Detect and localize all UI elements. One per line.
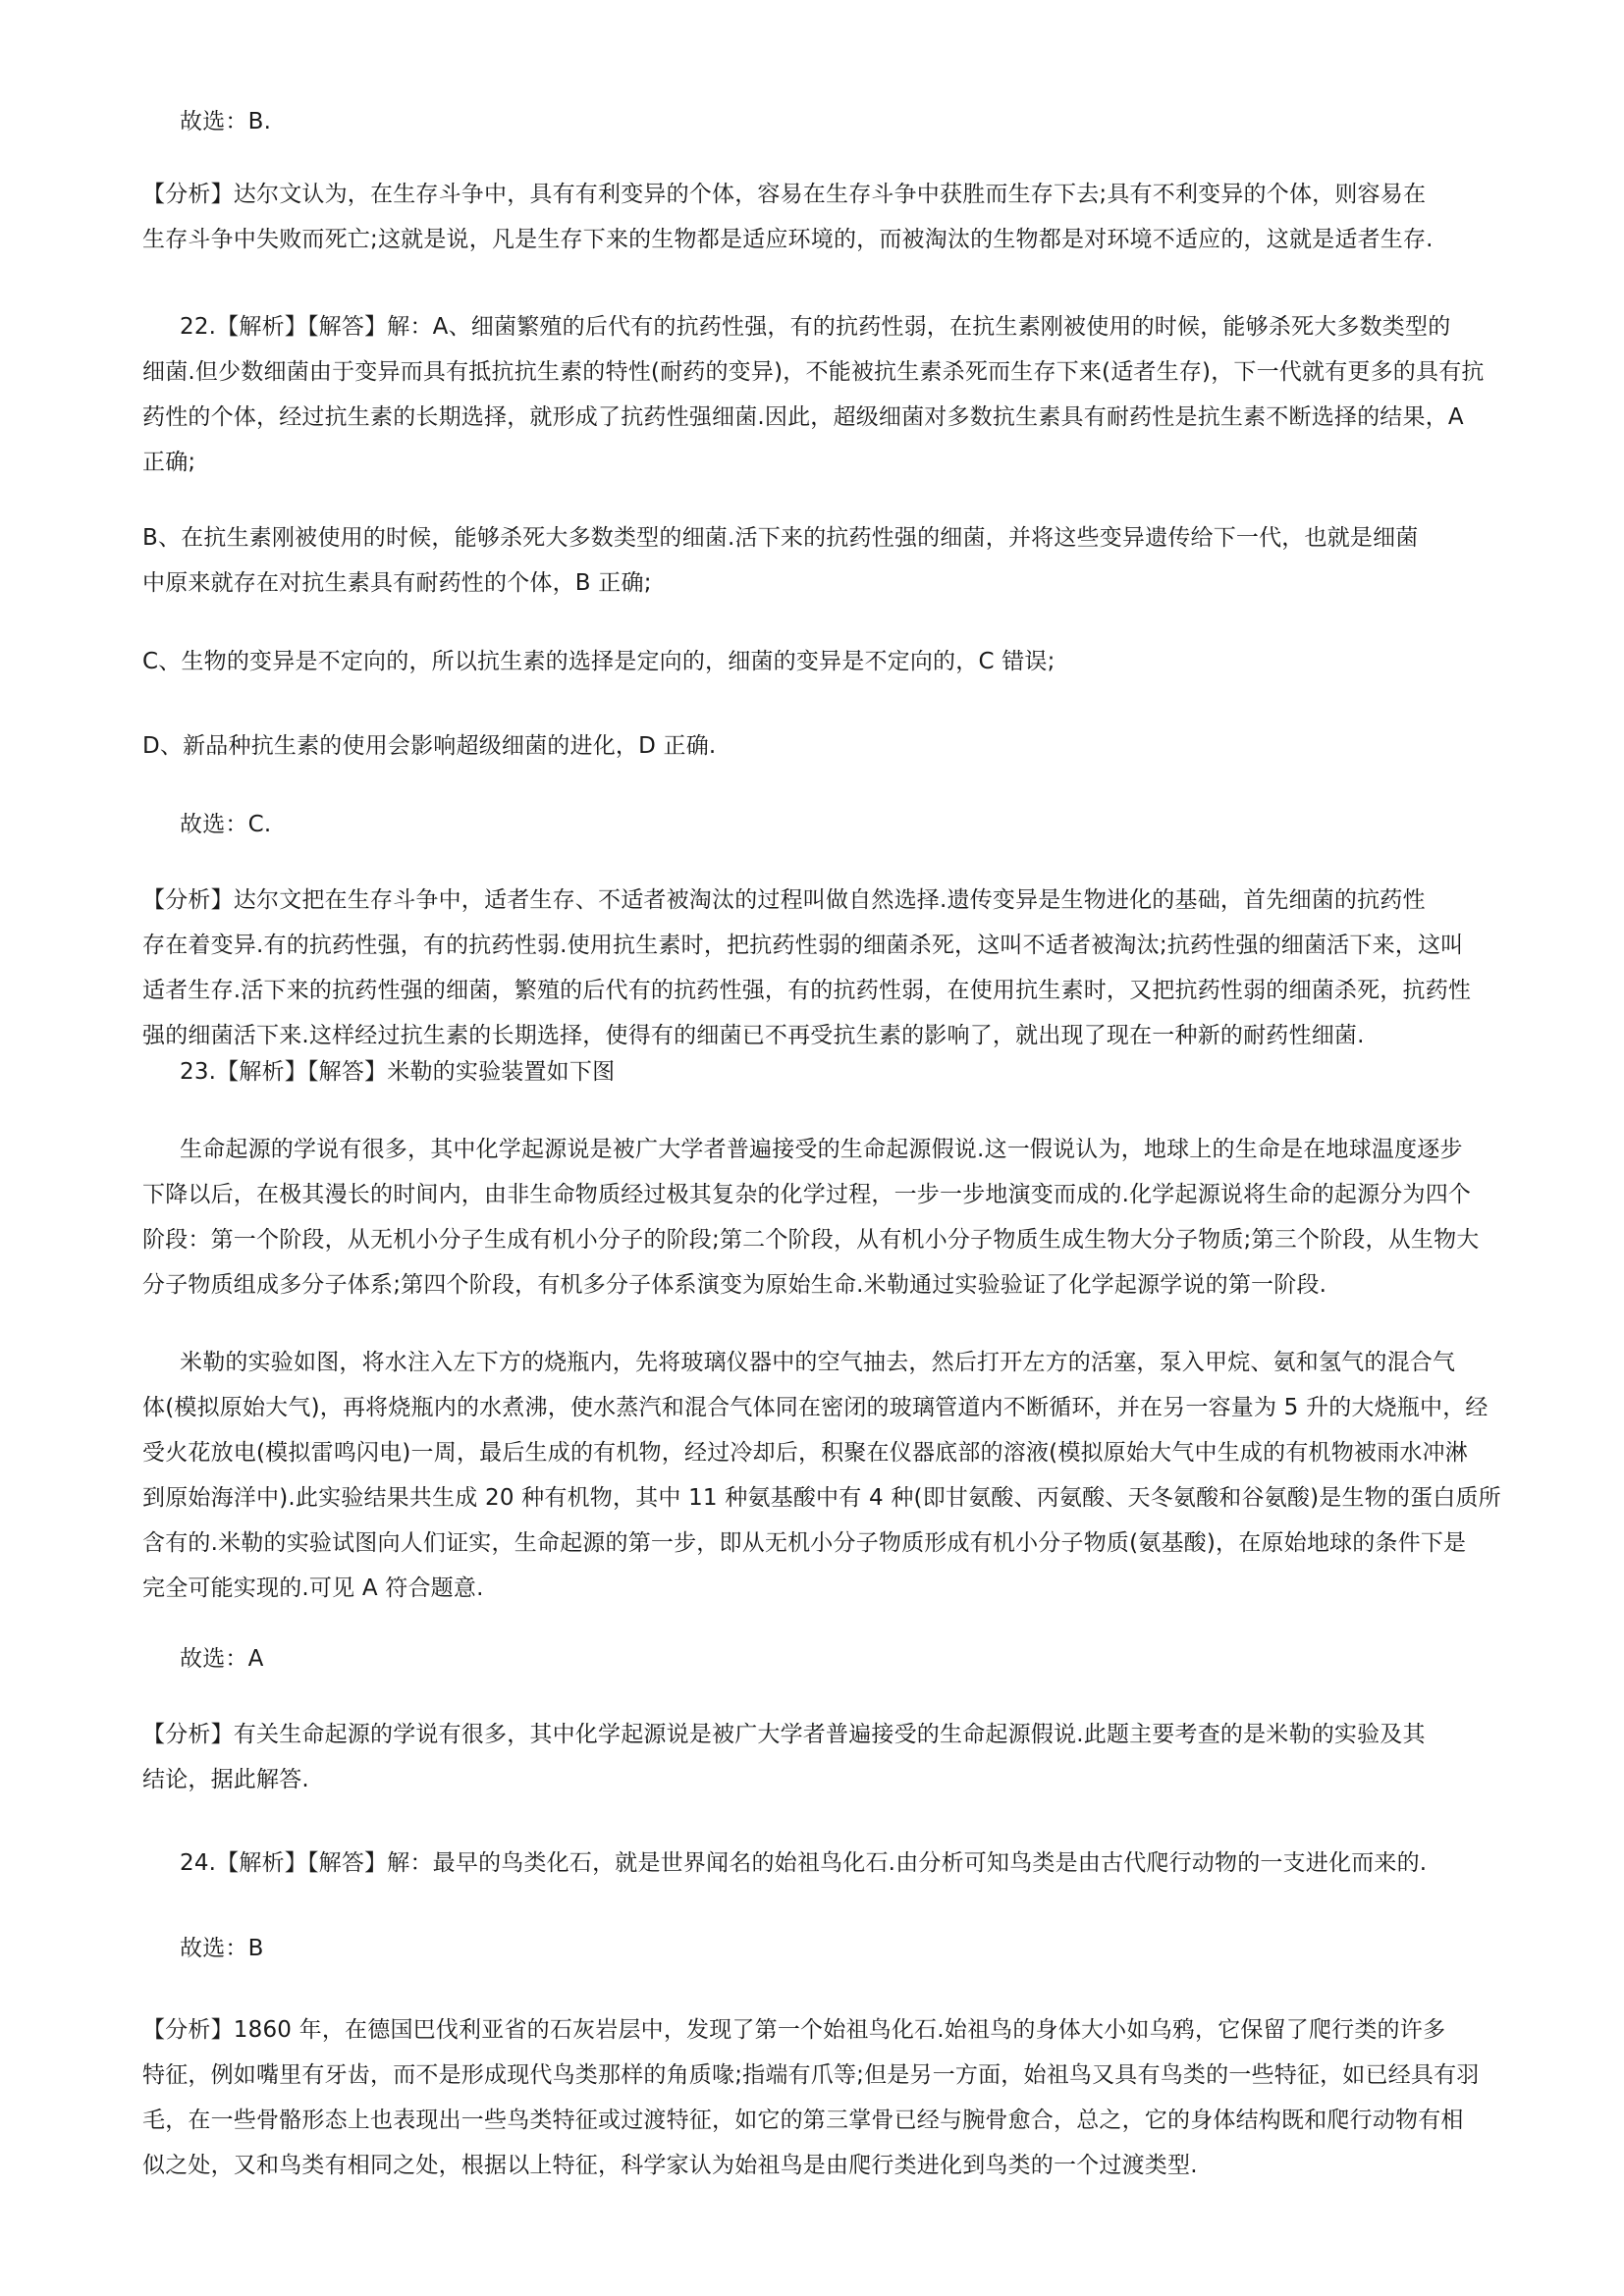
text-line: 故选：A: [180, 1646, 264, 1672]
text-line: 阶段：第一个阶段，从无机小分子生成有机小分子的阶段;第二个阶段，从有机小分子物质生成生物大分子物质;第三个阶段，从生物大: [142, 1227, 1480, 1253]
text-line: 下降以后，在极其漫长的时间内，由非生命物质经过极其复杂的化学过程，一步一步地演变而成的.化学起源说将生命的起源分为四个: [142, 1182, 1472, 1207]
text-line: 分子物质组成多分子体系;第四个阶段，有机多分子体系演变为原始生命.米勒通过实验验证了化学起源学说的第一阶段.: [142, 1272, 1327, 1298]
text-line: 24.【解析】【解答】解：最早的鸟类化石，就是世界闻名的始祖鸟化石.由分析可知鸟类是由古代爬行动物的一支进化而来的.: [180, 1850, 1428, 1876]
text-line: 适者生存.活下来的抗药性强的细菌，繁殖的后代有的抗药性强，有的抗药性弱，在使用抗生素时，又把抗药性弱的细菌杀死，抗药性: [142, 978, 1472, 1003]
text-line: 受火花放电(模拟雷鸣闪电)一周，最后生成的有机物，经过冷却后，积聚在仪器底部的溶液(模拟原始大气中生成的有机物被雨水冲淋: [142, 1440, 1468, 1466]
text-line: 强的细菌活下来.这样经过抗生素的长期选择，使得有的细菌已不再受抗生素的影响了，就出现了现在一种新的耐药性细菌.: [142, 1023, 1365, 1048]
text-line: 到原始海洋中).此实验结果共生成 20 种有机物，其中 11 种氨基酸中有 4 种(即甘氨酸、丙氨酸、天冬氨酸和谷氨酸)是生物的蛋白质所: [142, 1485, 1501, 1511]
solution-23-heading: [180, 1049, 1537, 1095]
text-line: 【分析】有关生命起源的学说有很多，其中化学起源说是被广大学者普遍接受的生命起源假说.此题主要考查的是米勒的实验及其: [142, 1722, 1426, 1747]
text-line: 23.【解析】【解答】米勒的实验装置如下图: [180, 1059, 616, 1085]
text-line: B、在抗生素刚被使用的时候，能够杀死大多数类型的细菌.活下来的抗药性强的细菌，并将这些变异遗传给下一代，也就是细菌: [142, 525, 1419, 551]
text-line: C、生物的变异是不定向的，所以抗生素的选择是定向的，细菌的变异是不定向的，C 错误;: [142, 649, 1056, 674]
solution-22-option-c: [142, 639, 1537, 684]
answer-choice-22: [180, 802, 1537, 847]
text-line: 药性的个体，经过抗生素的长期选择，就形成了抗药性强细菌.因此，超级细菌对多数抗生素具有耐药性是抗生素不断选择的结果，A: [142, 404, 1464, 430]
analysis-23: [142, 1712, 1537, 1802]
text-line: 细菌.但少数细菌由于变异而具有抵抗抗生素的特性(耐药的变异)，不能被抗生素杀死而生存下来(适者生存)，下一代就有更多的具有抗: [142, 359, 1485, 385]
text-line: 似之处，又和鸟类有相同之处，根据以上特征，科学家认为始祖鸟是由爬行类进化到鸟类的一个过渡类型.: [142, 2153, 1198, 2178]
analysis-21: [142, 172, 1537, 262]
text-line: 毛，在一些骨骼形态上也表现出一些鸟类特征或过渡特征，如它的第三掌骨已经与腕骨愈合，总之，它的身体结构既和爬行动物有相: [142, 2108, 1464, 2133]
answer-choice-21: [180, 99, 1537, 144]
analysis-22: [142, 878, 1537, 1058]
text-line: 【分析】达尔文把在生存斗争中，适者生存、不适者被淘汰的过程叫做自然选择.遗传变异是生物进化的基础，首先细菌的抗药性: [142, 887, 1426, 913]
text-line: D、新品种抗生素的使用会影响超级细菌的进化，D 正确.: [142, 733, 717, 759]
text-line: 生命起源的学说有很多，其中化学起源说是被广大学者普遍接受的生命起源假说.这一假说认为，地球上的生命是在地球温度逐步: [180, 1137, 1463, 1162]
text-line: 故选：C.: [180, 812, 272, 837]
text-line: 【分析】1860 年，在德国巴伐利亚省的石灰岩层中，发现了第一个始祖鸟化石.始祖鸟的身体大小如乌鸦，它保留了爬行类的许多: [142, 2017, 1446, 2043]
solution-22-option-d: [142, 723, 1537, 769]
answer-choice-23: [180, 1636, 1537, 1682]
text-line: 【分析】达尔文认为，在生存斗争中，具有有利变异的个体，容易在生存斗争中获胜而生存下去;具有不利变异的个体，则容易在: [142, 182, 1427, 207]
solution-23-paragraph-2: [142, 1340, 1537, 1611]
text-line: 结论，据此解答.: [142, 1767, 309, 1792]
text-line: 生存斗争中失败而死亡;这就是说，凡是生存下来的生物都是适应环境的，而被淘汰的生物都是对环境不适应的，这就是适者生存.: [142, 227, 1434, 252]
text-line: 存在着变异.有的抗药性强，有的抗药性弱.使用抗生素时，把抗药性弱的细菌杀死，这叫不适者被淘汰;抗药性强的细菌活下来，这叫: [142, 933, 1464, 958]
text-line: 完全可能实现的.可见 A 符合题意.: [142, 1575, 484, 1601]
text-line: 故选：B.: [180, 109, 272, 134]
solution-23-paragraph-1: [142, 1127, 1537, 1308]
text-line: 故选：B: [180, 1936, 264, 1961]
text-line: 正确;: [142, 450, 196, 475]
solution-24: [180, 1841, 1537, 1886]
solution-22: [142, 304, 1537, 485]
text-line: 米勒的实验如图，将水注入左下方的烧瓶内，先将玻璃仪器中的空气抽去，然后打开左方的活塞，泵入甲烷、氨和氢气的混合气: [180, 1350, 1456, 1375]
answer-choice-24: [180, 1926, 1537, 1971]
text-line: 特征，例如嘴里有牙齿，而不是形成现代鸟类那样的角质喙;指端有爪等;但是另一方面，始祖鸟又具有鸟类的一些特征，如已经具有羽: [142, 2062, 1480, 2088]
text-line: 体(模拟原始大气)，再将烧瓶内的水煮沸，使水蒸汽和混合气体同在密闭的玻璃管道内不断循环，并在另一容量为 5 升的大烧瓶中，经: [142, 1395, 1489, 1420]
solution-22-option-b: [142, 515, 1537, 606]
text-line: 22.【解析】【解答】解：A、细菌繁殖的后代有的抗药性强，有的抗药性弱，在抗生素刚被使用的时候，能够杀死大多数类型的: [180, 314, 1451, 340]
analysis-24: [142, 2007, 1537, 2188]
text-line: 中原来就存在对抗生素具有耐药性的个体，B 正确;: [142, 570, 652, 596]
text-line: 含有的.米勒的实验试图向人们证实，生命起源的第一步，即从无机小分子物质形成有机小分子物质(氨基酸)，在原始地球的条件下是: [142, 1530, 1467, 1556]
